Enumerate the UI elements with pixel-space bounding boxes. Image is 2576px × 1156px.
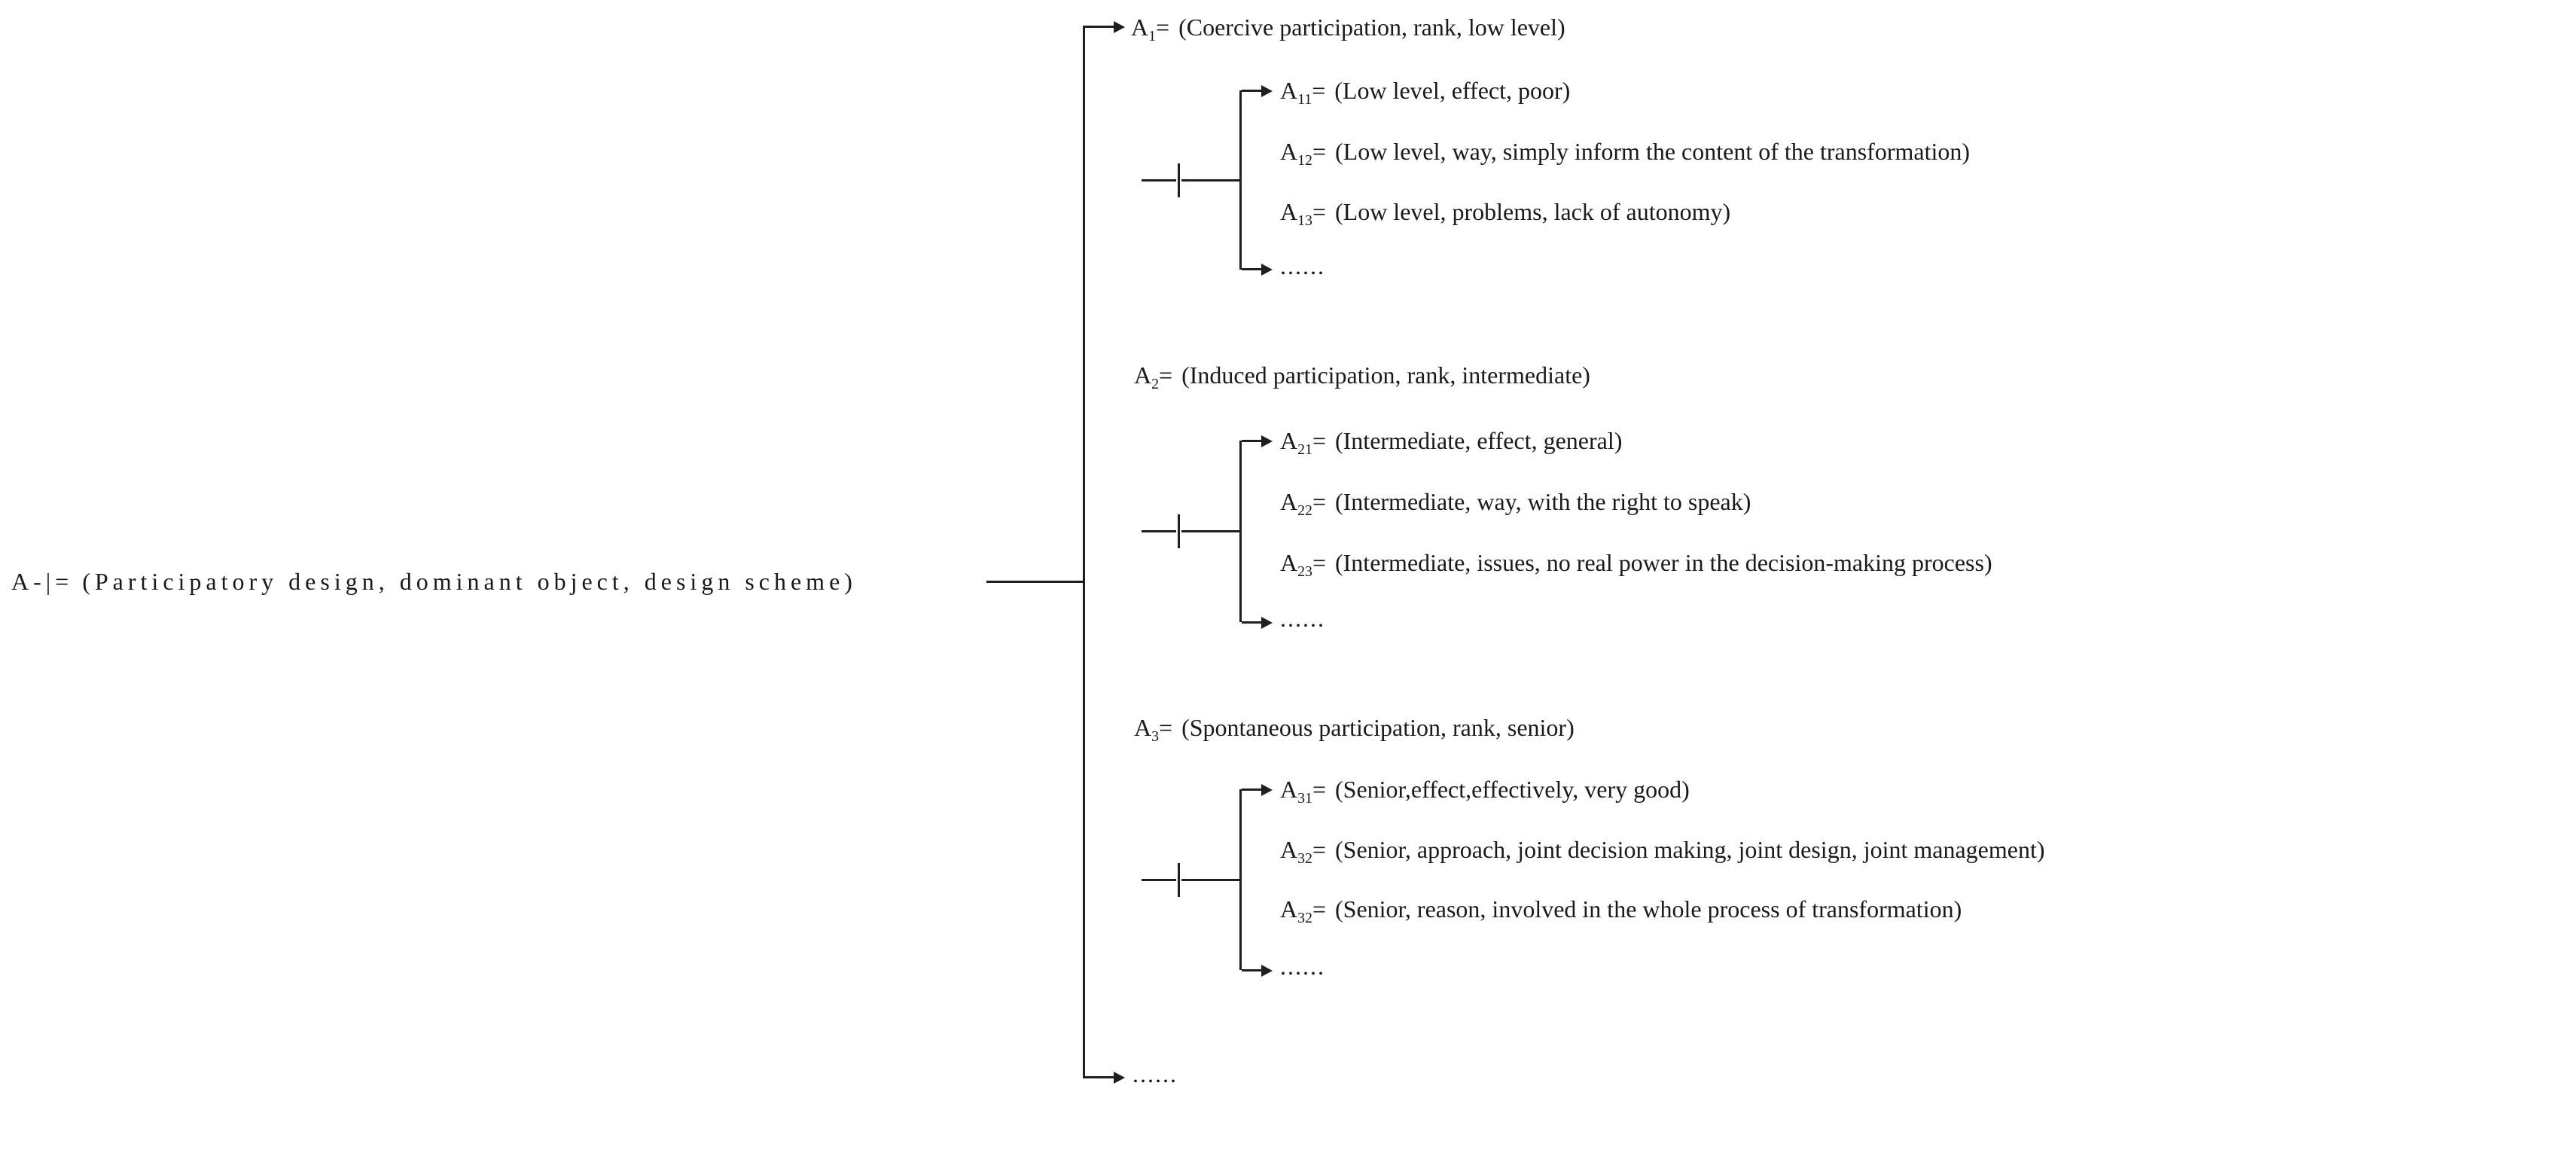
group1-bottom-arrow-line [1242,268,1261,270]
bottom-arrowhead [1114,1072,1125,1084]
node-a11 [1280,76,1571,108]
node-a1 [1131,13,1565,45]
node-a21-id: $A_{21}=$ [1280,426,1326,459]
group3-bottom-arrowhead [1261,965,1273,977]
node-a13-id: $A_{13}=$ [1280,197,1326,230]
node-a12-text: (Low level, way, simply inform the content of the transformation) [1334,137,1971,165]
group3-bottom-arrow-line [1242,969,1261,971]
node-a31 [1280,775,1690,807]
node-a23-id: $A_{23}=$ [1280,548,1326,581]
root-node [11,567,857,596]
group2-bottom-arrow-line [1242,621,1261,624]
group2-connector-left-dash [1142,530,1176,532]
node-a22-text: (Intermediate, way, with the right to speak) [1334,487,1751,515]
group2-subspine [1239,441,1242,622]
group1-connector-right-dash [1181,179,1239,181]
node-a12-id: $A_{12}=$ [1280,137,1326,169]
node-a22 [1280,487,1751,520]
group1-subspine [1239,90,1242,270]
group1-top-arrow-line [1242,90,1261,92]
group2-top-arrowhead [1261,435,1273,447]
main-spine [1083,26,1085,1078]
node-a13 [1280,197,1731,230]
node-a23-text: (Intermediate, issues, no real power in the decision-making process) [1334,548,1992,576]
group3-subspine [1239,789,1242,970]
node-a31-text: (Senior,effect,effectively, very good) [1334,775,1690,803]
group3-top-arrow-line [1242,788,1261,791]
node-a32b [1280,895,1962,927]
group2-connector-right-dash [1181,530,1239,532]
group2-connector-tick [1178,514,1180,548]
root-text: (Participatory design, dominant object, design scheme) [82,567,857,595]
node-a12 [1280,137,1971,169]
node-a1-id: $A_1=$ [1131,13,1170,45]
group3-ellipsis: ...... [1280,952,1325,980]
root-connector-line [986,581,1083,583]
bottom-arrow-line [1085,1076,1114,1078]
node-a11-id: $A_{11}=$ [1280,76,1326,108]
a1-arrowhead [1114,21,1125,33]
group1-connector-tick [1178,163,1180,197]
group1-bottom-arrowhead [1261,264,1273,276]
group2-bottom-arrowhead [1261,617,1273,629]
node-a32b-id: $A_{32}=$ [1280,895,1326,927]
node-a31-id: $A_{31}=$ [1280,775,1326,807]
node-a1-text: (Coercive participation, rank, low level) [1178,13,1565,41]
node-a22-id: $A_{22}=$ [1280,487,1326,520]
group3-top-arrowhead [1261,784,1273,796]
node-a3-id: $A_3=$ [1134,713,1173,746]
node-a2-text: (Induced participation, rank, intermediate) [1181,361,1590,389]
group2-top-arrow-line [1242,440,1261,442]
root-id: A-|= [11,567,74,595]
node-a2-id: $A_2=$ [1134,361,1173,393]
node-a2 [1134,361,1590,393]
node-a13-text: (Low level, problems, lack of autonomy) [1334,197,1731,225]
node-a21-text: (Intermediate, effect, general) [1334,426,1623,454]
group3-connector-left-dash [1142,879,1176,881]
node-a3-text: (Spontaneous participation, rank, senior) [1181,713,1575,741]
node-a21 [1280,426,1623,459]
group2-ellipsis: ...... [1280,604,1325,632]
group3-connector-right-dash [1181,879,1239,881]
node-a32b-text: (Senior, reason, involved in the whole process of transformation) [1334,895,1962,923]
bottom-ellipsis: ...... [1133,1060,1178,1087]
a1-arrow-line [1085,26,1114,28]
node-a32a-text: (Senior, approach, joint decision making, joint design, joint management) [1334,835,2045,863]
node-a32a [1280,835,2045,868]
group3-connector-tick [1178,863,1180,897]
node-a3 [1134,713,1575,746]
node-a32a-id: $A_{32}=$ [1280,835,1326,868]
node-a11-text: (Low level, effect, poor) [1334,76,1571,104]
group1-ellipsis: ...... [1280,252,1325,279]
group1-connector-left-dash [1142,179,1176,181]
group1-top-arrowhead [1261,85,1273,97]
node-a23 [1280,548,1992,581]
